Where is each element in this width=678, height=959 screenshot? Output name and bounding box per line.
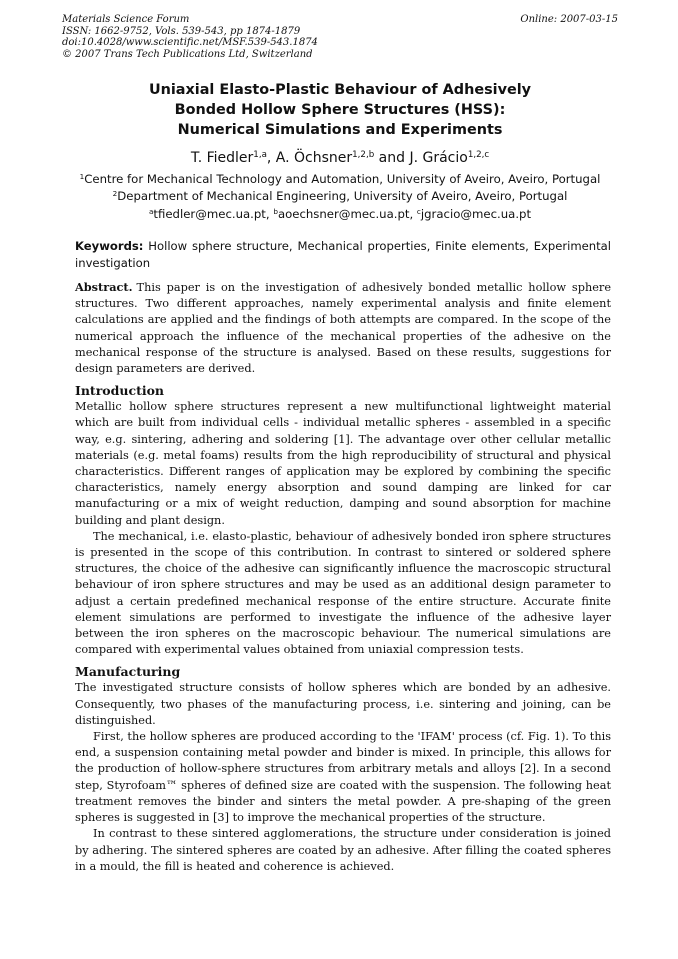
doi-line: doi:10.4028/www.scientific.net/MSF.539-543.1874 [62,37,318,48]
abstract-paragraph [75,279,611,377]
body-paragraph: The mechanical, i.e. elasto-plastic, behaviour of adhesively bonded iron sphere structures is presented in the scope of this contribution. In contrast to sintered or soldered sphere structures, the choice of the adhesive can significantly influence the macroscopic structural behaviour of iron sphere structures and may be used as an additional design parameter to adjust a certain predefined mechanical response of the entire structure. Accurate finite element simulations are performed to investigate the influence of the adhesive layer between the iron spheres on the macroscopic behaviour. The numerical simulations are compared with experimental values obtained from uniaxial compression tests. [75,529,611,657]
affiliation-superscript: 1 [79,172,85,182]
affiliation-2 [62,189,618,204]
keywords-text: Hollow sphere structure, Mechanical properties, Finite elements, Experimental investigation [75,239,612,270]
abstract-text: This paper is on the investigation of adhesively bonded metallic hollow sphere structures. Two different approaches, namely experimental analysis and finite element calculations are applied and the findings of both attempts are compared. In the scope of the numerical approach the influence of the mechanical properties of the adhesive on the mechanical response of the structure is analysed. Based on these results, suggestions for design parameters are derived. [75,281,611,376]
email-address: jgracio@mec.ua.pt [420,207,532,221]
email-address: tfiedler@mec.ua.pt, [153,207,274,221]
body-paragraph: The investigated structure consists of hollow spheres which are bonded by an adhesive. Consequently, two phases of the manufacturing process, i.e. sintering and joining, can be distinguished. [75,681,611,727]
keywords [75,238,611,272]
author-separator: and [374,150,410,166]
author-name: J. Grácio [409,150,468,166]
affiliation-1 [62,172,618,187]
section-heading-introduction: Introduction [75,383,165,399]
paper-body [75,279,611,875]
body-paragraph: First, the hollow spheres are produced according to the 'IFAM' process (cf. Fig. 1). To this end, a suspension containing metal powder and binder is mixed. In principle, this allows for the production of hollow-sphere structures from arbitrary metals and alloys [2]. In a second step, Styrofoam™ spheres of defined size are coated with the suspension. The following heat treatment removes the binder and sinters the metal powder. A pre-shaping of the green spheres is suggested in [3] to improve the mechanical properties of the structure. [75,730,611,825]
email-superscript: b [273,207,278,217]
author-list [62,149,618,167]
abstract-label: Abstract. [75,280,133,294]
author-superscript: 1,a [253,150,267,161]
issn-line: ISSN: 1662-9752, Vols. 539-543, pp 1874-1879 [62,25,301,37]
author-name: T. Fiedler [190,150,254,166]
author-name: A. Öchsner [275,150,353,166]
paper-title [62,80,618,140]
author-separator: , [266,150,276,166]
author-superscript: 1,2,b [352,150,375,161]
affiliation-superscript: 2 [112,189,118,199]
email-address: aoechsner@mec.ua.pt, [277,207,417,221]
body-paragraph: In contrast to these sintered agglomerations, the structure under consideration is joined by adhering. The sintered spheres are coated by an adhesive. After filling the coated spheres in a mould, the fill is heated and coherence is achieved. [75,827,611,873]
title-line-3: Numerical Simulations and Experiments [177,122,503,138]
journal-name: Materials Science Forum [62,14,190,25]
email-superscript: a [148,207,154,217]
title-line-2: Bonded Hollow Sphere Structures (HSS): [174,102,506,118]
section-heading-manufacturing: Manufacturing [75,664,181,680]
email-superscript: c [416,207,421,217]
affiliation-text: Department of Mechanical Engineering, University of Aveiro, Aveiro, Portugal [117,189,568,203]
title-line-1: Uniaxial Elasto-Plastic Behaviour of Adhesively [148,82,532,98]
keywords-label: Keywords: [75,239,144,253]
affiliation-text: Centre for Mechanical Technology and Automation, University of Aveiro, Aveiro, Portugal [84,172,601,186]
copyright-line: © 2007 Trans Tech Publications Ltd, Switzerland [62,48,313,60]
online-date: Online: 2007-03-15 [520,14,618,25]
journal-header [62,14,618,60]
email-line [62,207,618,222]
author-superscript: 1,2,c [467,150,490,161]
body-paragraph: Metallic hollow sphere structures represent a new multifunctional lightweight material which are built from individual cells - individual metallic spheres - assembled in a specific way, e.g. sintering, adhering and soldering [1]. The advantage over other cellular metallic materials (e.g. metal foams) results from the high reproducibility of structural and physical characteristics. Different ranges of application may be explored by combining the specific characteristics, namely energy absorption and sound damping are linked for car manufacturing or a mix of weight reduction, damping and sound absorption for machine building and plant design. [75,400,611,527]
